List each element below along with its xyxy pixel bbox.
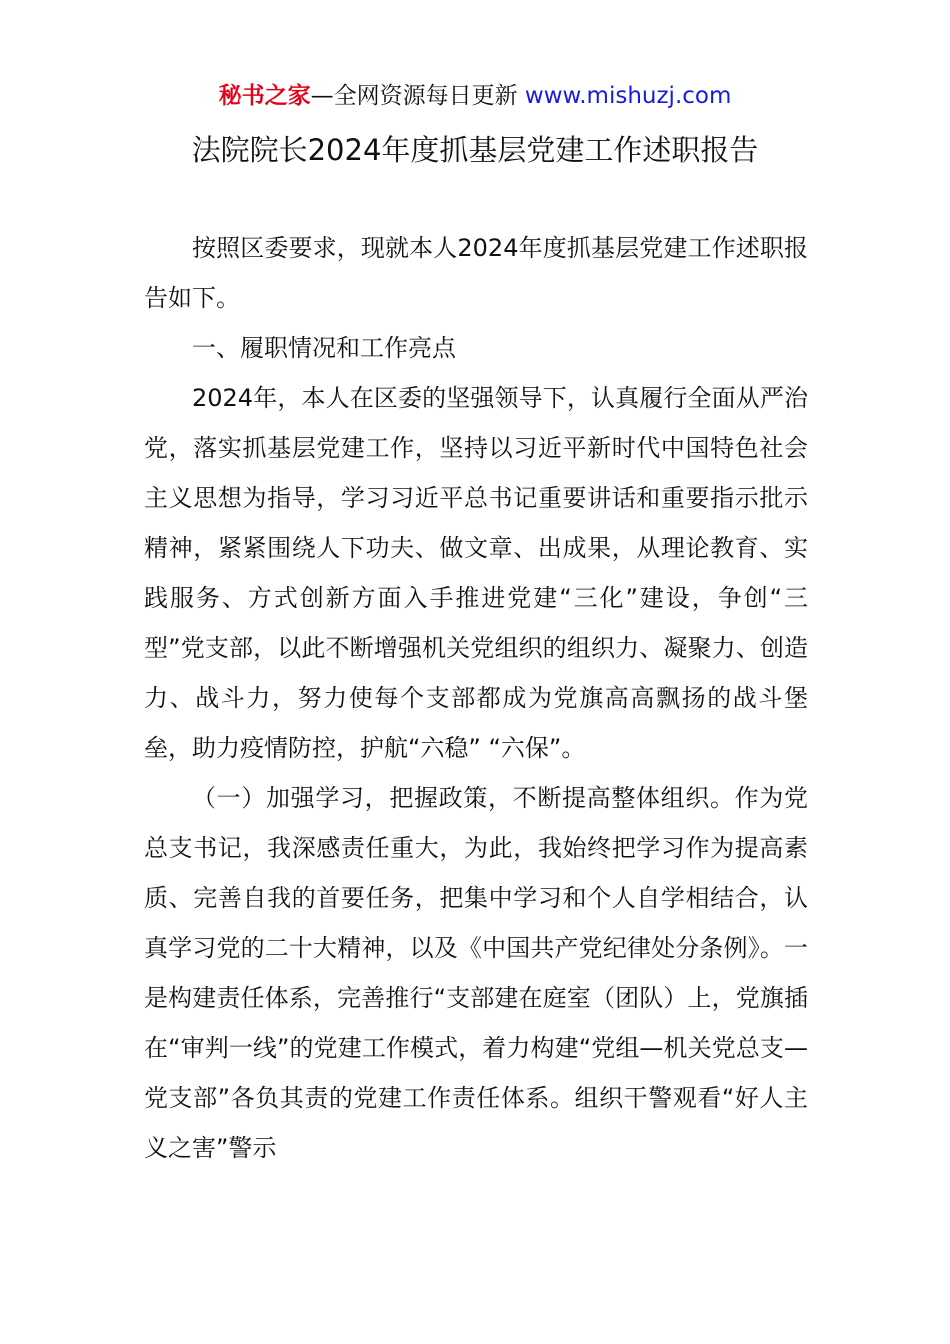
body-paragraph: 2024年，本人在区委的坚强领导下，认真履行全面从严治党，落实抓基层党建工作，坚持以习近平新时代中国特色社会主义思想为指导，学习习近平总书记重要讲话和重要指示批示精神，紧紧围绕人下功夫、做文章、出成果，从理论教育、实践服务、方式创新方面入手推进党建“三化”建设，争创“三型”党支部，以此不断增强机关党组织的组织力、凝聚力、创造力、战斗力，努力使每个支部都成为党旗高高飘扬的战斗堡垒，助力疫情防控，护航“六稳” “六保”。 xyxy=(144,384,808,762)
document-title: 法院院长2024年度抓基层党建工作述职报告 xyxy=(191,133,759,167)
intro-paragraph: 按照区委要求，现就本人2024年度抓基层党建工作述职报告如下。 xyxy=(144,234,808,312)
document-body xyxy=(144,223,808,1173)
site-tagline: —全网资源每日更新 xyxy=(310,83,525,109)
body-paragraph: （一）加强学习，把握政策，不断提高整体组织。作为党总支书记，我深感责任重大，为此，我始终把学习作为提高素质、完善自我的首要任务，把集中学习和个人自学相结合，认真学习党的二十大精神，以及《中国共产党纪律处分条例》。一是构建责任体系，完善推行“支部建在庭室（团队）上，党旗插在“审判一线”的党建工作模式，着力构建“党组—机关党总支—党支部”各负其责的党建工作责任体系。组织干警观看“好人主义之害”警示 xyxy=(144,784,808,1162)
site-url-link[interactable]: www.mishuzj.com xyxy=(524,83,732,109)
site-brand: 秘书之家 xyxy=(218,83,311,109)
site-banner xyxy=(0,80,950,112)
section-heading: 一、履职情况和工作亮点 xyxy=(192,334,456,362)
